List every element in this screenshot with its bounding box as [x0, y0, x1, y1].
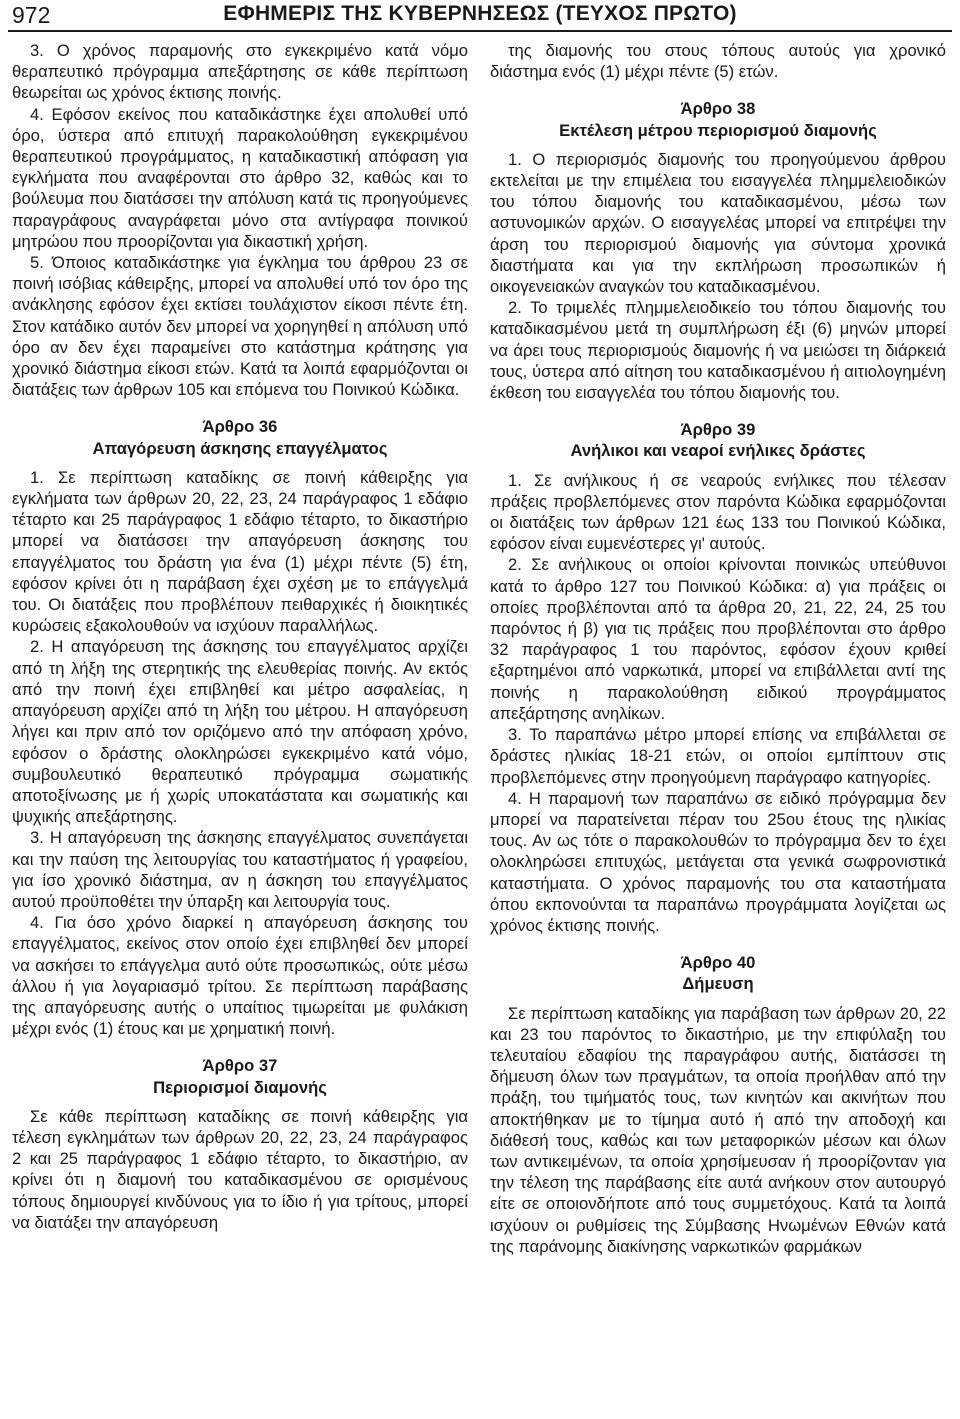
paragraph: 1. Ο περιορισμός διαμονής του προηγούμενου άρθρου εκτελείται με την επιμέλεια του εισαγγελέα πλημμελειοδικών του τόπου διαμονής του καταδικασμένου, μέσω των αστυνομικών αρχών. Ο εισαγγελέας μπορεί να επιτρέψει την άρση του περιορισμού διαμονής για σύντομα χρονικά διαστήματα και για την εκπλήρωση προσωπικών ή οικογενειακών αναγκών του καταδικασμένου.	[490, 149, 946, 297]
paragraph: 4. Η παραμονή των παραπάνω σε ειδικό πρόγραμμα δεν μπορεί να παρατείνεται πέραν του 25ου έτους της ηλικίας τους. Αν ως τότε ο παρακολουθών το πρόγραμμα δεν το έχει ολοκληρώσει επιτυχώς, μετάγεται στα γενικά σωφρονιστικά καταστήματα. Ο χρόνος παραμονής του στα καταστήματα όπου εκπονούνται τα παραπάνω προγράμματα λογίζεται ως χρόνος έκτισης ποινής.	[490, 788, 946, 935]
paragraph: 4. Για όσο χρόνο διαρκεί η απαγόρευση άσκησης του επαγγέλματος, εκείνος στον οποίο έχει επιβληθεί δεν μπορεί να ασκήσει το επάγγελμα αυτό ούτε προσωπικώς, ούτε μέσω άλλου ή για λογαριασμό τρίτου. Σε περίπτωση παράβασης της απαγόρευσης αυτής ο υπαίτιος τιμωρείται με φυλάκιση μέχρι ενός (1) έτους και με χρηματική ποινή.	[12, 913, 468, 1039]
paragraph: 2. Το τριμελές πλημμελειοδικείο του τόπου διαμονής του καταδικασμένου μετά τη συμπλήρωση έξι (6) μηνών μπορεί να άρει τους περιορισμούς διαμονής ή να μειώσει τη διάρκειά τους, ύστερα από αίτηση του καταδικασμένου ή αιτιολογημένη έκθεση του εισαγγελέα του τόπου διαμονής του.	[490, 298, 946, 403]
paragraph: 1. Σε ανήλικους ή σε νεαρούς ενήλικες που τέλεσαν πράξεις προβλεπόμενες στον παρόντα Κώδικα εφαρμόζονται οι διατάξεις των άρθρων 121 έως 133 του Ποινικού Κώδικα, εφόσον είναι ευμενέστερες γι' αυτούς.	[490, 470, 946, 554]
article-36-subtitle: Απαγόρευση άσκησης επαγγέλματος	[92, 438, 388, 458]
article-40-subtitle: Δήμευση	[682, 974, 754, 994]
paragraph: 1. Σε περίπτωση καταδίκης σε ποινή κάθειρξης για εγκλήματα των άρθρων 20, 22, 23, 24 παράγραφος 1 εδάφιο τέταρτο και 25 παράγραφος 1 εδάφιο τέταρτο, το δικαστήριο μπορεί να διατάσσει την απαγόρευση άσκησης του επαγγέλματος του δράστη για ένα (1) μέχρι πέντε (5) έτη, εφόσον κρίνει ότι η παράβαση έχει σχέση με το επάγγελμά του. Οι διατάξεις που προβλέπουν πειθαρχικές ή διοικητικές κυρώσεις εξακολουθούν να ισχύουν παραλλήλως.	[12, 467, 468, 636]
paragraph: 2. Η απαγόρευση της άσκησης του επαγγέλματος αρχίζει από τη λήξη της στερητικής της ελευθερίας ποινής. Αν εκτός από την ποινή έχει επιβληθεί και μέτρο ασφαλείας, η απαγόρευση αρχίζει από τη λήξη του μέτρου. Η απαγόρευση λήγει και πριν από τον οριζόμενο από την απόφαση χρόνο, εφόσον ο δράστης ολοκληρώσει εγκεκριμένο κατά νόμο, συμβουλευτικό θεραπευτικό πρόγραμμα σωματικής αποτοξίνωσης με ή χωρίς υποκατάστατα και σωματικής και ψυχικής απεξάρτησης.	[12, 637, 468, 827]
paragraph: 4. Εφόσον εκείνος που καταδικάστηκε έχει απολυθεί υπό όρο, ύστερα από επιτυχή παρακολούθηση εγκεκριμένου θεραπευτικού προγράμματος, η καταδικαστική απόφαση για εγκλήματα που αναφέρονται στο άρθρο 32, καθώς και το βούλευμα που διατάσσει την απόλυση κατά τις προηγούμενες παραγράφους αναγράφεται μόνο στα αντίγραφα ποινικού μητρώου που προορίζονται για δικαστική χρήση.	[12, 104, 468, 251]
journal-title: ΕΦΗΜΕΡΙΣ ΤΗΣ ΚΥΒΕΡΝΗΣΕΩΣ (ΤΕΥΧΟΣ ΠΡΩΤΟ)	[223, 2, 737, 25]
left-column	[12, 40, 468, 1233]
paragraph: της διαμονής του στους τόπους αυτούς για χρονικό διάστημα ενός (1) μέχρι πέντε (5) ετών.	[490, 41, 946, 82]
article-39-title: Άρθρο 39	[680, 420, 756, 440]
article-37-title: Άρθρο 37	[202, 1056, 278, 1076]
paragraph: 2. Σε ανήλικους οι οποίοι κρίνονται ποινικώς υπεύθυνοι κατά το άρθρο 127 του Ποινικού Κώδικα: α) για πράξεις οι οποίες προβλέπονται από τα άρθρα 20, 21, 22, 24, 25 του παρόντος ή β) για τις πράξεις που προβλέπονται στο άρθρο 32 παράγραφος 1 του παρόντος, εφόσον έχουν κριθεί εξαρτημένοι από ναρκωτικά, μπορεί να επιβάλλεται αντί της ποινής η παρακολούθηση ειδικού προγράμματος απεξάρτησης ανηλίκων.	[490, 555, 946, 723]
article-38-title: Άρθρο 38	[680, 99, 756, 119]
article-39-subtitle: Ανήλικοι και νεαροί ενήλικες δράστες	[570, 441, 866, 461]
paragraph: 3. Ο χρόνος παραμονής στο εγκεκριμένο κατά νόμο θεραπευτικό πρόγραμμα απεξάρτησης σε κάθε περίπτωση θεωρείται ως χρόνος έκτισης ποινής.	[12, 41, 468, 103]
paragraph: 3. Το παραπάνω μέτρο μπορεί επίσης να επιβάλλεται σε δράστες ηλικίας 18-21 ετών, οι οποίοι εμπίπτουν στις προβλεπόμενες στην προηγούμενη παράγραφο κατηγορίες.	[490, 725, 946, 787]
page-number: 972	[12, 2, 51, 28]
paragraph: 5. Όποιος καταδικάστηκε για έγκλημα του άρθρου 23 σε ποινή ισόβιας κάθειρξης, μπορεί να απολυθεί υπό τον όρο της ανάκλησης εφόσον έχει εκτίσει τουλάχιστον είκοσι πέντε έτη. Στον κατάδικο αυτόν δεν μπορεί να χορηγηθεί η απόλυση υπό όρο αν δεν έχει παραμείνει στο κατάστημα κράτησης για χρονικό διάστημα είκοσι ετών. Κατά τα λοιπά εφαρμόζονται οι διατάξεις των άρθρων 105 και επόμενα του Ποινικού Κώδικα.	[12, 253, 468, 400]
article-36-title: Άρθρο 36	[202, 417, 278, 437]
article-40-title: Άρθρο 40	[680, 953, 756, 973]
paragraph: Σε κάθε περίπτωση καταδίκης σε ποινή κάθειρξης για τέλεση εγκλημάτων των άρθρων 20, 22, 23, 24 παράγραφος 2 και 25 παράγραφος 1 εδάφιο τέταρτο, το δικαστήριο, αν κρίνει ότι η διαμονή του καταδικασμένου σε ορισμένους τόπους δημιουργεί κινδύνους για το ίδιο ή για τρίτους, μπορεί να διατάξει την απαγόρευση	[12, 1106, 468, 1232]
page-header	[8, 0, 952, 32]
paragraph: 3. Η απαγόρευση της άσκησης επαγγέλματος συνεπάγεται και την παύση της λειτουργίας του καταστήματος ή γραφείου, για ίσο χρονικό διάστημα, αν η άσκηση του επαγγέλματος αυτού προϋποθέτει την ύπαρξη και λειτουργία τους.	[12, 828, 468, 911]
right-column	[490, 40, 946, 1257]
article-37-subtitle: Περιορισμοί διαμονής	[153, 1077, 327, 1097]
article-38-subtitle: Εκτέλεση μέτρου περιορισμού διαμονής	[559, 120, 877, 140]
paragraph: Σε περίπτωση καταδίκης για παράβαση των άρθρων 20, 22 και 23 του παρόντος το δικαστήριο, με την επιφύλαξη του τελευταίου εδαφίου της παραγράφου αυτής, διατάσσει τη δήμευση όλων των πραγμάτων, τα οποία προήλθαν από την πράξη, του τιμήματός τους, των κινητών και ακινήτων που αποκτήθηκαν με το τίμημα αυτό ή από την αποδοχή και διάθεσή τους, καθώς και των μεταφορικών μέσων και όλων των αντικειμένων, τα οποία χρησίμευσαν ή προορίζονταν για την τέλεση της παράβασης είτε αυτά ανήκουν στον αυτουργό είτε σε οποιονδήποτε από τους συμμετόχους. Κατά τα λοιπά ισχύουν οι ρυθμίσεις της Σύμβασης Ηνωμένων Εθνών κατά της παράνομης διακίνησης ναρκωτικών φαρμάκων	[490, 1003, 946, 1256]
